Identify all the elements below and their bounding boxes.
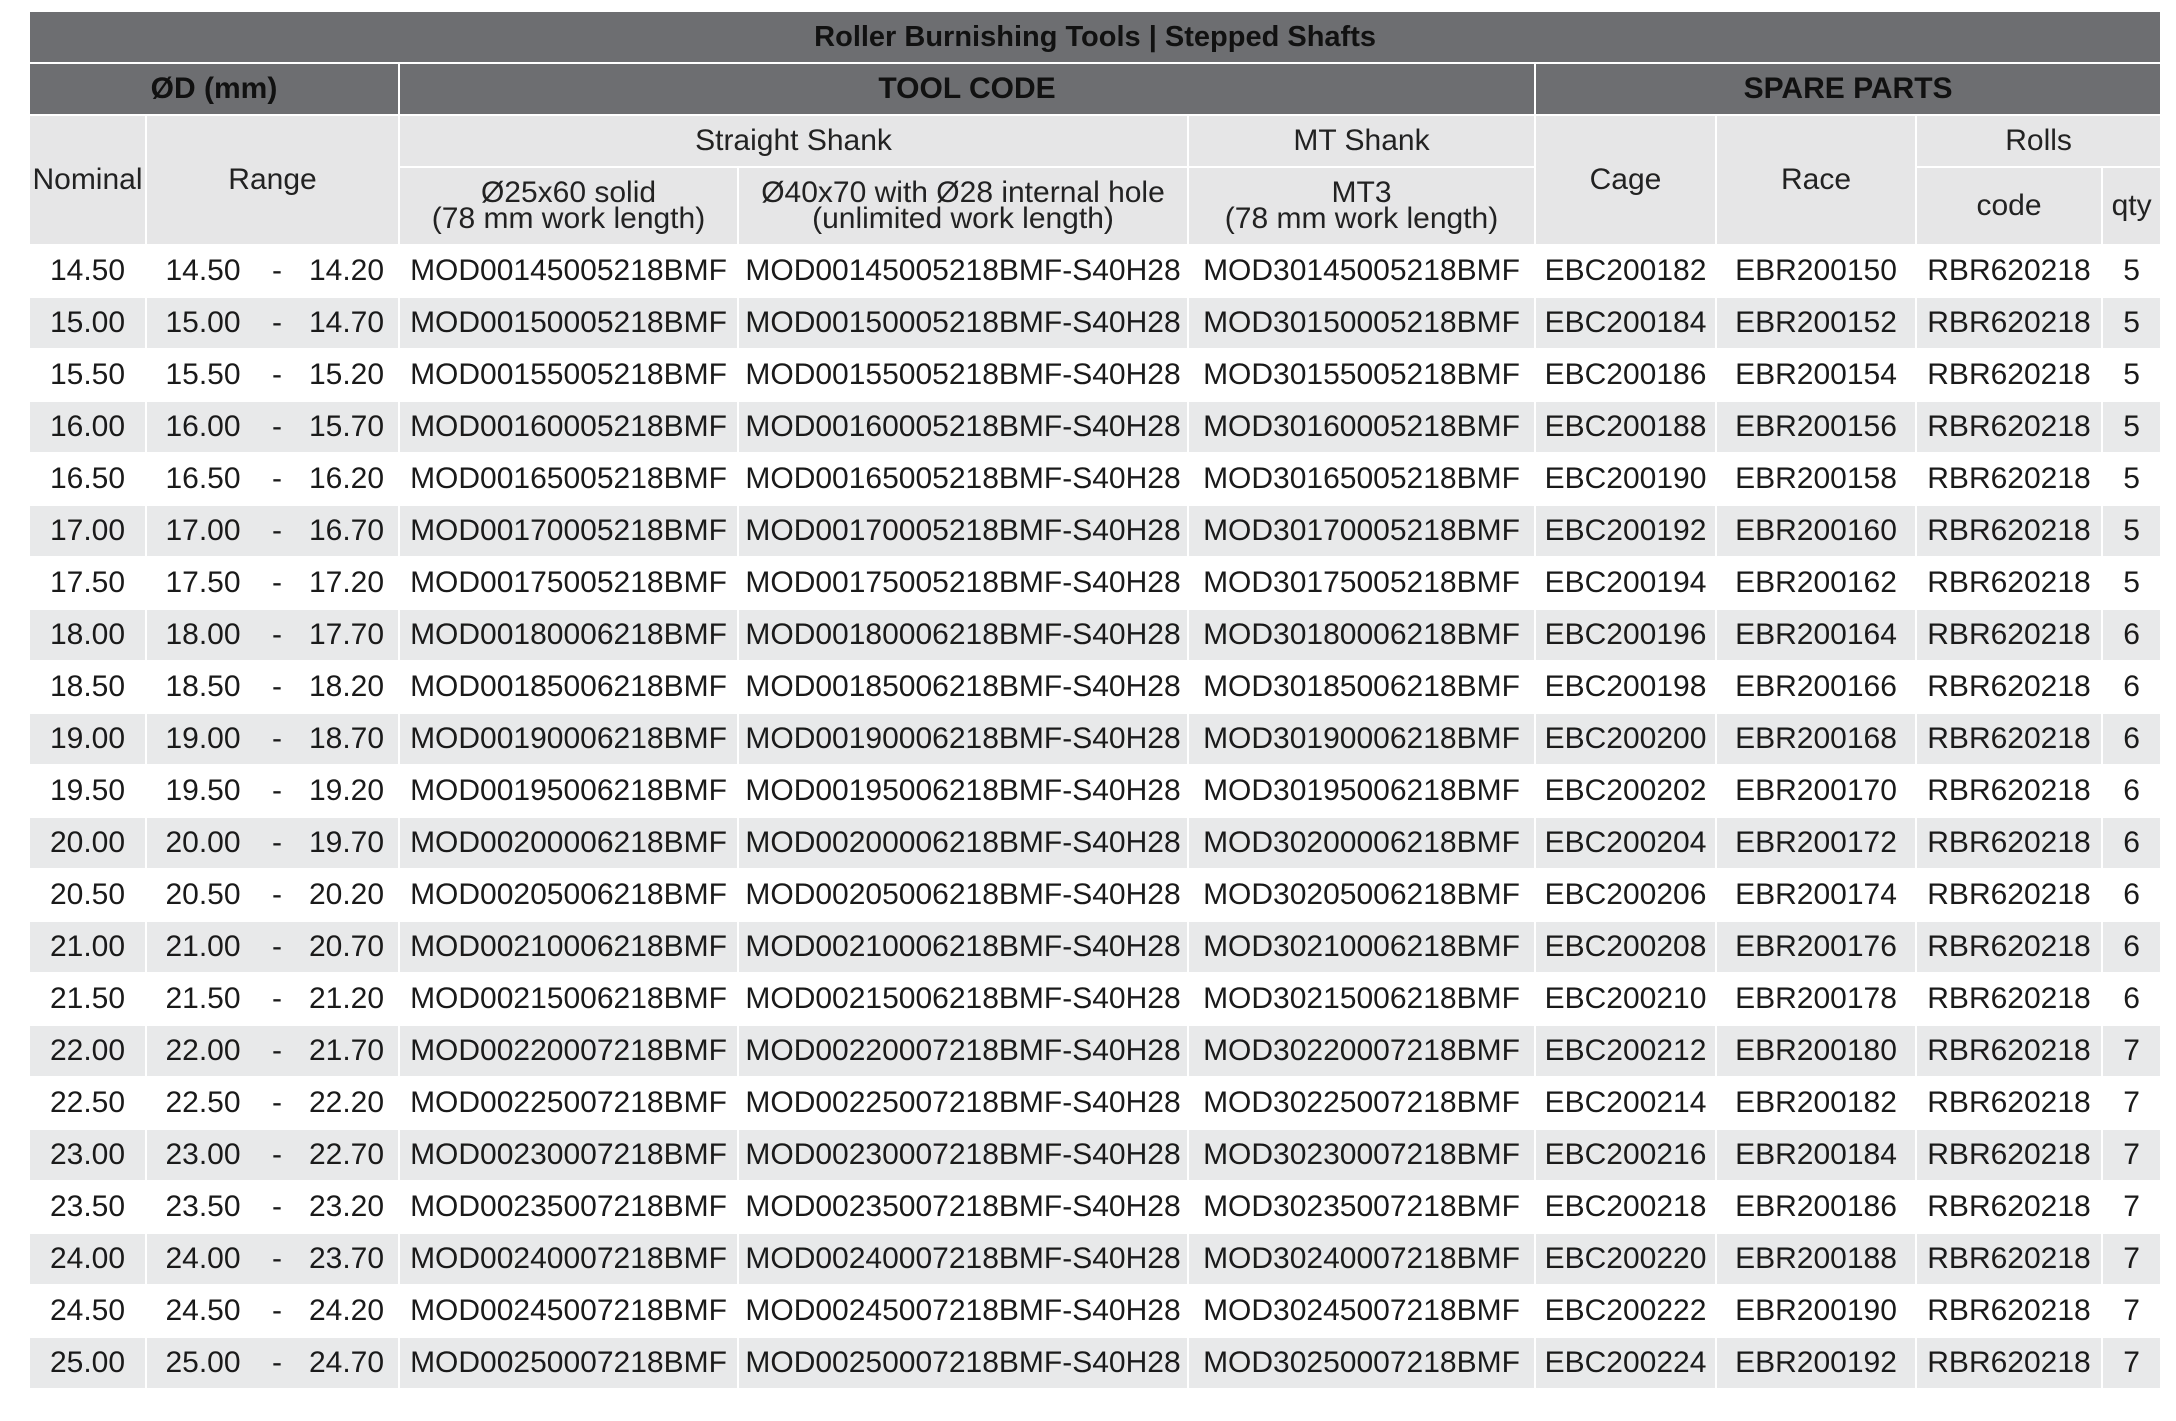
cell-code-mt3: MOD30205006218BMF [1188, 869, 1535, 921]
cell-rolls-code: RBR620218 [1916, 713, 2102, 765]
cell-code-solid: MOD00175005218BMF [399, 557, 738, 609]
cell-code-hole: MOD00215006218BMF-S40H28 [738, 973, 1188, 1025]
cell-code-hole: MOD00220007218BMF-S40H28 [738, 1025, 1188, 1077]
table-row [30, 869, 2160, 921]
cell-range-to: 17.70 [295, 609, 399, 661]
cell-code-solid: MOD00205006218BMF [399, 869, 738, 921]
cell-rolls-qty: 6 [2102, 973, 2160, 1025]
cell-code-hole: MOD00165005218BMF-S40H28 [738, 453, 1188, 505]
tool-table [30, 12, 2160, 1390]
cell-rolls-qty: 5 [2102, 245, 2160, 297]
cell-cage: EBC200216 [1535, 1129, 1716, 1181]
cell-cage: EBC200202 [1535, 765, 1716, 817]
cell-nominal: 15.50 [30, 349, 146, 401]
cell-code-solid: MOD00240007218BMF [399, 1233, 738, 1285]
cell-race: EBR200180 [1716, 1025, 1916, 1077]
cell-rolls-code: RBR620218 [1916, 401, 2102, 453]
cell-range-from: 21.00 [146, 921, 259, 973]
cell-range-separator: - [259, 297, 295, 349]
cell-rolls-code: RBR620218 [1916, 921, 2102, 973]
cell-code-mt3: MOD30155005218BMF [1188, 349, 1535, 401]
cell-rolls-qty: 7 [2102, 1077, 2160, 1129]
table-row [30, 1181, 2160, 1233]
cell-rolls-code: RBR620218 [1916, 1129, 2102, 1181]
cell-race: EBR200152 [1716, 297, 1916, 349]
cell-range-separator: - [259, 1129, 295, 1181]
cell-range-separator: - [259, 1285, 295, 1337]
cell-rolls-qty: 6 [2102, 921, 2160, 973]
cell-range-separator: - [259, 817, 295, 869]
cell-range-separator: - [259, 1181, 295, 1233]
table-row [30, 1025, 2160, 1077]
cell-cage: EBC200196 [1535, 609, 1716, 661]
header-cage: Cage [1535, 115, 1716, 245]
cell-code-mt3: MOD30160005218BMF [1188, 401, 1535, 453]
cell-race: EBR200176 [1716, 921, 1916, 973]
cell-race: EBR200182 [1716, 1077, 1916, 1129]
cell-range-to: 17.20 [295, 557, 399, 609]
cell-nominal: 24.00 [30, 1233, 146, 1285]
cell-code-mt3: MOD30200006218BMF [1188, 817, 1535, 869]
cell-rolls-qty: 7 [2102, 1233, 2160, 1285]
header-range: Range [146, 115, 399, 245]
table-row [30, 713, 2160, 765]
group-spare-parts: SPARE PARTS [1535, 63, 2160, 115]
cell-code-hole: MOD00190006218BMF-S40H28 [738, 713, 1188, 765]
cell-code-solid: MOD00185006218BMF [399, 661, 738, 713]
cell-code-mt3: MOD30225007218BMF [1188, 1077, 1535, 1129]
cell-range-from: 24.50 [146, 1285, 259, 1337]
header-mt-shank: MT Shank [1188, 115, 1535, 167]
cell-nominal: 15.00 [30, 297, 146, 349]
cell-code-hole: MOD00150005218BMF-S40H28 [738, 297, 1188, 349]
cell-range-separator: - [259, 349, 295, 401]
table-row [30, 453, 2160, 505]
cell-rolls-qty: 7 [2102, 1025, 2160, 1077]
cell-cage: EBC200192 [1535, 505, 1716, 557]
cell-rolls-qty: 5 [2102, 557, 2160, 609]
cell-nominal: 21.00 [30, 921, 146, 973]
cell-code-hole: MOD00245007218BMF-S40H28 [738, 1285, 1188, 1337]
cell-cage: EBC200208 [1535, 921, 1716, 973]
cell-rolls-code: RBR620218 [1916, 1025, 2102, 1077]
table-row [30, 297, 2160, 349]
cell-range-to: 16.20 [295, 453, 399, 505]
cell-cage: EBC200198 [1535, 661, 1716, 713]
cell-code-solid: MOD00150005218BMF [399, 297, 738, 349]
cell-cage: EBC200186 [1535, 349, 1716, 401]
table-row [30, 557, 2160, 609]
cell-rolls-qty: 5 [2102, 453, 2160, 505]
cell-range-from: 20.00 [146, 817, 259, 869]
cell-range-to: 22.70 [295, 1129, 399, 1181]
cell-range-to: 15.70 [295, 401, 399, 453]
cell-rolls-code: RBR620218 [1916, 661, 2102, 713]
cell-race: EBR200156 [1716, 401, 1916, 453]
group-tool-code: TOOL CODE [399, 63, 1535, 115]
cell-range-from: 16.00 [146, 401, 259, 453]
cell-rolls-code: RBR620218 [1916, 245, 2102, 297]
cell-code-hole: MOD00235007218BMF-S40H28 [738, 1181, 1188, 1233]
cell-range-from: 14.50 [146, 245, 259, 297]
cell-race: EBR200154 [1716, 349, 1916, 401]
cell-range-from: 23.00 [146, 1129, 259, 1181]
cell-code-mt3: MOD30180006218BMF [1188, 609, 1535, 661]
cell-range-to: 16.70 [295, 505, 399, 557]
cell-race: EBR200178 [1716, 973, 1916, 1025]
cell-code-solid: MOD00230007218BMF [399, 1129, 738, 1181]
cell-nominal: 16.50 [30, 453, 146, 505]
header-nominal: Nominal [30, 115, 146, 245]
cell-race: EBR200186 [1716, 1181, 1916, 1233]
cell-nominal: 19.50 [30, 765, 146, 817]
cell-code-solid: MOD00220007218BMF [399, 1025, 738, 1077]
table-row [30, 973, 2160, 1025]
cell-code-mt3: MOD30175005218BMF [1188, 557, 1535, 609]
cell-nominal: 23.50 [30, 1181, 146, 1233]
cell-nominal: 20.00 [30, 817, 146, 869]
cell-range-separator: - [259, 557, 295, 609]
cell-nominal: 24.50 [30, 1285, 146, 1337]
cell-range-from: 25.00 [146, 1337, 259, 1389]
cell-code-solid: MOD00215006218BMF [399, 973, 738, 1025]
group-diameter: ØD (mm) [30, 63, 399, 115]
cell-range-from: 19.00 [146, 713, 259, 765]
cell-range-to: 19.20 [295, 765, 399, 817]
cell-rolls-code: RBR620218 [1916, 557, 2102, 609]
table-row [30, 817, 2160, 869]
cell-range-separator: - [259, 609, 295, 661]
cell-range-separator: - [259, 401, 295, 453]
cell-nominal: 22.00 [30, 1025, 146, 1077]
cell-range-from: 15.50 [146, 349, 259, 401]
cell-nominal: 23.00 [30, 1129, 146, 1181]
cell-race: EBR200188 [1716, 1233, 1916, 1285]
cell-rolls-code: RBR620218 [1916, 505, 2102, 557]
cell-race: EBR200172 [1716, 817, 1916, 869]
cell-race: EBR200150 [1716, 245, 1916, 297]
cell-rolls-qty: 7 [2102, 1285, 2160, 1337]
cell-code-hole: MOD00225007218BMF-S40H28 [738, 1077, 1188, 1129]
cell-code-hole: MOD00170005218BMF-S40H28 [738, 505, 1188, 557]
cell-cage: EBC200182 [1535, 245, 1716, 297]
cell-cage: EBC200220 [1535, 1233, 1716, 1285]
cell-nominal: 20.50 [30, 869, 146, 921]
cell-nominal: 19.00 [30, 713, 146, 765]
cell-range-to: 23.20 [295, 1181, 399, 1233]
table-row [30, 609, 2160, 661]
cell-range-from: 17.50 [146, 557, 259, 609]
cell-rolls-qty: 6 [2102, 609, 2160, 661]
cell-nominal: 17.50 [30, 557, 146, 609]
cell-cage: EBC200222 [1535, 1285, 1716, 1337]
cell-code-hole: MOD00160005218BMF-S40H28 [738, 401, 1188, 453]
cell-range-separator: - [259, 713, 295, 765]
cell-code-hole: MOD00175005218BMF-S40H28 [738, 557, 1188, 609]
cell-range-to: 18.70 [295, 713, 399, 765]
cell-nominal: 18.00 [30, 609, 146, 661]
table-row [30, 245, 2160, 297]
cell-rolls-qty: 5 [2102, 401, 2160, 453]
cell-code-mt3: MOD30185006218BMF [1188, 661, 1535, 713]
cell-range-from: 22.50 [146, 1077, 259, 1129]
cell-code-hole: MOD00145005218BMF-S40H28 [738, 245, 1188, 297]
header-race: Race [1716, 115, 1916, 245]
cell-range-from: 17.00 [146, 505, 259, 557]
cell-code-solid: MOD00235007218BMF [399, 1181, 738, 1233]
cell-range-to: 15.20 [295, 349, 399, 401]
cell-rolls-code: RBR620218 [1916, 973, 2102, 1025]
cell-range-to: 14.70 [295, 297, 399, 349]
cell-rolls-code: RBR620218 [1916, 1337, 2102, 1389]
header-mt3-line2: (78 mm work length) [1224, 202, 1499, 235]
cell-range-separator: - [259, 505, 295, 557]
cell-race: EBR200164 [1716, 609, 1916, 661]
table-row [30, 1233, 2160, 1285]
cell-range-separator: - [259, 869, 295, 921]
cell-rolls-code: RBR620218 [1916, 297, 2102, 349]
cell-range-separator: - [259, 453, 295, 505]
cell-rolls-qty: 6 [2102, 661, 2160, 713]
cell-race: EBR200158 [1716, 453, 1916, 505]
cell-range-from: 18.00 [146, 609, 259, 661]
cell-range-to: 20.20 [295, 869, 399, 921]
cell-code-mt3: MOD30145005218BMF [1188, 245, 1535, 297]
cell-code-mt3: MOD30250007218BMF [1188, 1337, 1535, 1389]
table-row [30, 921, 2160, 973]
cell-range-to: 22.20 [295, 1077, 399, 1129]
header-rolls: Rolls [1916, 115, 2160, 167]
cell-nominal: 14.50 [30, 245, 146, 297]
cell-rolls-qty: 6 [2102, 817, 2160, 869]
cell-rolls-qty: 6 [2102, 713, 2160, 765]
header-solid-line2: (78 mm work length) [431, 202, 706, 235]
cell-race: EBR200174 [1716, 869, 1916, 921]
header-solid-line1: Ø25x60 solid [480, 176, 657, 209]
cell-cage: EBC200200 [1535, 713, 1716, 765]
cell-code-mt3: MOD30150005218BMF [1188, 297, 1535, 349]
cell-race: EBR200190 [1716, 1285, 1916, 1337]
cell-range-to: 21.70 [295, 1025, 399, 1077]
cell-rolls-qty: 7 [2102, 1337, 2160, 1389]
cell-race: EBR200166 [1716, 661, 1916, 713]
header-hole-shank [738, 167, 1188, 245]
cell-rolls-code: RBR620218 [1916, 349, 2102, 401]
cell-range-from: 24.00 [146, 1233, 259, 1285]
cell-rolls-code: RBR620218 [1916, 609, 2102, 661]
cell-range-from: 15.00 [146, 297, 259, 349]
cell-code-solid: MOD00195006218BMF [399, 765, 738, 817]
cell-range-separator: - [259, 1233, 295, 1285]
cell-nominal: 16.00 [30, 401, 146, 453]
table-row [30, 1077, 2160, 1129]
cell-range-separator: - [259, 973, 295, 1025]
cell-code-mt3: MOD30215006218BMF [1188, 973, 1535, 1025]
cell-cage: EBC200194 [1535, 557, 1716, 609]
cell-cage: EBC200224 [1535, 1337, 1716, 1389]
cell-range-separator: - [259, 921, 295, 973]
cell-nominal: 25.00 [30, 1337, 146, 1389]
cell-rolls-code: RBR620218 [1916, 817, 2102, 869]
header-straight-shank: Straight Shank [399, 115, 1188, 167]
cell-cage: EBC200204 [1535, 817, 1716, 869]
cell-rolls-qty: 5 [2102, 349, 2160, 401]
cell-rolls-qty: 5 [2102, 505, 2160, 557]
cell-range-separator: - [259, 765, 295, 817]
cell-code-solid: MOD00250007218BMF [399, 1337, 738, 1389]
cell-range-from: 19.50 [146, 765, 259, 817]
cell-cage: EBC200210 [1535, 973, 1716, 1025]
cell-rolls-code: RBR620218 [1916, 1233, 2102, 1285]
cell-race: EBR200170 [1716, 765, 1916, 817]
cell-rolls-code: RBR620218 [1916, 765, 2102, 817]
header-hole-line1: Ø40x70 with Ø28 internal hole [761, 176, 1165, 209]
cell-code-hole: MOD00200006218BMF-S40H28 [738, 817, 1188, 869]
cell-range-from: 23.50 [146, 1181, 259, 1233]
cell-code-mt3: MOD30170005218BMF [1188, 505, 1535, 557]
cell-nominal: 22.50 [30, 1077, 146, 1129]
cell-code-solid: MOD00245007218BMF [399, 1285, 738, 1337]
cell-code-mt3: MOD30210006218BMF [1188, 921, 1535, 973]
cell-range-separator: - [259, 661, 295, 713]
cell-code-hole: MOD00155005218BMF-S40H28 [738, 349, 1188, 401]
table-row [30, 349, 2160, 401]
tool-table-sheet [30, 12, 2160, 1390]
table-title: Roller Burnishing Tools | Stepped Shafts [30, 12, 2160, 63]
table-row [30, 1285, 2160, 1337]
header-mt3-line1: MT3 [1331, 176, 1392, 209]
cell-cage: EBC200184 [1535, 297, 1716, 349]
cell-cage: EBC200212 [1535, 1025, 1716, 1077]
cell-range-to: 24.70 [295, 1337, 399, 1389]
cell-range-separator: - [259, 1025, 295, 1077]
cell-code-hole: MOD00180006218BMF-S40H28 [738, 609, 1188, 661]
cell-code-hole: MOD00210006218BMF-S40H28 [738, 921, 1188, 973]
cell-code-hole: MOD00250007218BMF-S40H28 [738, 1337, 1188, 1389]
cell-range-to: 23.70 [295, 1233, 399, 1285]
header-rolls-code: code [1916, 167, 2102, 245]
cell-code-solid: MOD00210006218BMF [399, 921, 738, 973]
cell-code-hole: MOD00230007218BMF-S40H28 [738, 1129, 1188, 1181]
table-row [30, 765, 2160, 817]
cell-code-solid: MOD00170005218BMF [399, 505, 738, 557]
cell-range-to: 14.20 [295, 245, 399, 297]
cell-code-solid: MOD00145005218BMF [399, 245, 738, 297]
cell-code-solid: MOD00155005218BMF [399, 349, 738, 401]
cell-nominal: 18.50 [30, 661, 146, 713]
cell-code-solid: MOD00180006218BMF [399, 609, 738, 661]
cell-range-separator: - [259, 245, 295, 297]
cell-code-solid: MOD00200006218BMF [399, 817, 738, 869]
cell-cage: EBC200190 [1535, 453, 1716, 505]
cell-range-to: 21.20 [295, 973, 399, 1025]
cell-code-hole: MOD00185006218BMF-S40H28 [738, 661, 1188, 713]
cell-cage: EBC200214 [1535, 1077, 1716, 1129]
cell-rolls-code: RBR620218 [1916, 869, 2102, 921]
cell-nominal: 21.50 [30, 973, 146, 1025]
table-header [30, 12, 2160, 245]
cell-rolls-code: RBR620218 [1916, 453, 2102, 505]
cell-code-mt3: MOD30235007218BMF [1188, 1181, 1535, 1233]
header-hole-line2: (unlimited work length) [812, 202, 1114, 235]
cell-code-solid: MOD00160005218BMF [399, 401, 738, 453]
cell-rolls-qty: 7 [2102, 1181, 2160, 1233]
table-row [30, 401, 2160, 453]
cell-rolls-qty: 7 [2102, 1129, 2160, 1181]
header-rolls-qty: qty [2102, 167, 2160, 245]
cell-code-mt3: MOD30220007218BMF [1188, 1025, 1535, 1077]
cell-range-from: 16.50 [146, 453, 259, 505]
cell-rolls-qty: 6 [2102, 765, 2160, 817]
cell-race: EBR200192 [1716, 1337, 1916, 1389]
cell-code-hole: MOD00205006218BMF-S40H28 [738, 869, 1188, 921]
cell-code-hole: MOD00195006218BMF-S40H28 [738, 765, 1188, 817]
cell-rolls-code: RBR620218 [1916, 1077, 2102, 1129]
cell-rolls-code: RBR620218 [1916, 1285, 2102, 1337]
table-row [30, 661, 2160, 713]
cell-rolls-code: RBR620218 [1916, 1181, 2102, 1233]
cell-range-to: 24.20 [295, 1285, 399, 1337]
cell-code-hole: MOD00240007218BMF-S40H28 [738, 1233, 1188, 1285]
cell-code-solid: MOD00225007218BMF [399, 1077, 738, 1129]
cell-code-mt3: MOD30245007218BMF [1188, 1285, 1535, 1337]
table-row [30, 1337, 2160, 1389]
cell-race: EBR200168 [1716, 713, 1916, 765]
cell-range-separator: - [259, 1077, 295, 1129]
cell-range-to: 18.20 [295, 661, 399, 713]
cell-code-mt3: MOD30165005218BMF [1188, 453, 1535, 505]
cell-race: EBR200162 [1716, 557, 1916, 609]
cell-range-from: 18.50 [146, 661, 259, 713]
cell-cage: EBC200218 [1535, 1181, 1716, 1233]
cell-code-mt3: MOD30195006218BMF [1188, 765, 1535, 817]
cell-range-to: 20.70 [295, 921, 399, 973]
cell-range-separator: - [259, 1337, 295, 1389]
cell-nominal: 17.00 [30, 505, 146, 557]
cell-code-mt3: MOD30240007218BMF [1188, 1233, 1535, 1285]
cell-cage: EBC200188 [1535, 401, 1716, 453]
cell-range-from: 22.00 [146, 1025, 259, 1077]
cell-cage: EBC200206 [1535, 869, 1716, 921]
cell-code-mt3: MOD30230007218BMF [1188, 1129, 1535, 1181]
cell-range-to: 19.70 [295, 817, 399, 869]
table-row [30, 505, 2160, 557]
cell-code-mt3: MOD30190006218BMF [1188, 713, 1535, 765]
cell-code-solid: MOD00165005218BMF [399, 453, 738, 505]
cell-race: EBR200184 [1716, 1129, 1916, 1181]
cell-range-from: 21.50 [146, 973, 259, 1025]
header-solid-shank [399, 167, 738, 245]
cell-race: EBR200160 [1716, 505, 1916, 557]
cell-code-solid: MOD00190006218BMF [399, 713, 738, 765]
table-body [30, 245, 2160, 1389]
header-mt3-shank [1188, 167, 1535, 245]
table-row [30, 1129, 2160, 1181]
cell-rolls-qty: 5 [2102, 297, 2160, 349]
cell-range-from: 20.50 [146, 869, 259, 921]
cell-rolls-qty: 6 [2102, 869, 2160, 921]
